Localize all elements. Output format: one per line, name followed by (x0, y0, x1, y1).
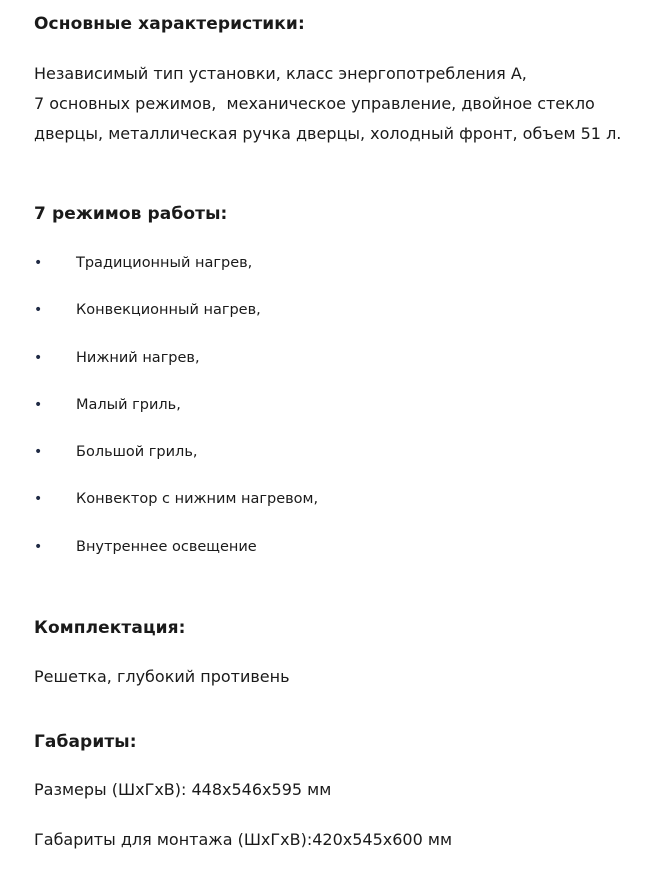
list-item (34, 295, 634, 342)
dimensions-size-text: Размеры (ШхГхВ): 448х546х595 мм (34, 780, 332, 799)
list-item (34, 390, 634, 437)
mode-label: Конвектор с нижним нагревом, (76, 491, 319, 508)
list-item (34, 437, 634, 484)
mode-label: Нижний нагрев, (76, 349, 200, 366)
mode-label: Большой гриль, (76, 444, 198, 461)
mode-label: Конвекционный нагрев, (76, 302, 261, 319)
bullet-icon: • (34, 444, 43, 461)
bullet-icon: • (34, 538, 43, 555)
mode-label: Малый гриль, (76, 396, 181, 413)
bullet-icon: • (34, 255, 43, 271)
kit-text: Решетка, глубокий противень (34, 667, 290, 686)
main-characteristics-heading: Основные характеристики: (34, 14, 305, 34)
bullet-icon: • (34, 491, 43, 508)
kit-heading: Комплектация: (34, 618, 186, 638)
bullet-icon: • (34, 396, 43, 413)
bullet-icon: • (34, 349, 43, 366)
dimensions-heading: Габариты: (34, 732, 137, 752)
list-item (34, 248, 634, 295)
modes-list (34, 248, 634, 579)
mode-label: Традиционный нагрев, (76, 255, 253, 271)
dimensions-mount-text: Габариты для монтажа (ШхГхВ):420х545х600 мм (34, 830, 453, 849)
list-item (34, 343, 634, 390)
mode-label: Внутреннее освещение (76, 538, 257, 555)
list-item (34, 532, 634, 579)
modes-heading: 7 режимов работы: (34, 204, 228, 224)
bullet-icon: • (34, 302, 43, 319)
list-item (34, 484, 634, 531)
main-characteristics-text: Независимый тип установки, класс энергопотребления А, 7 основных режимов, механическое управление, двойное стекло дверцы, металлическая ручка дверцы, холодный фронт, объем 51 л. (34, 64, 622, 143)
